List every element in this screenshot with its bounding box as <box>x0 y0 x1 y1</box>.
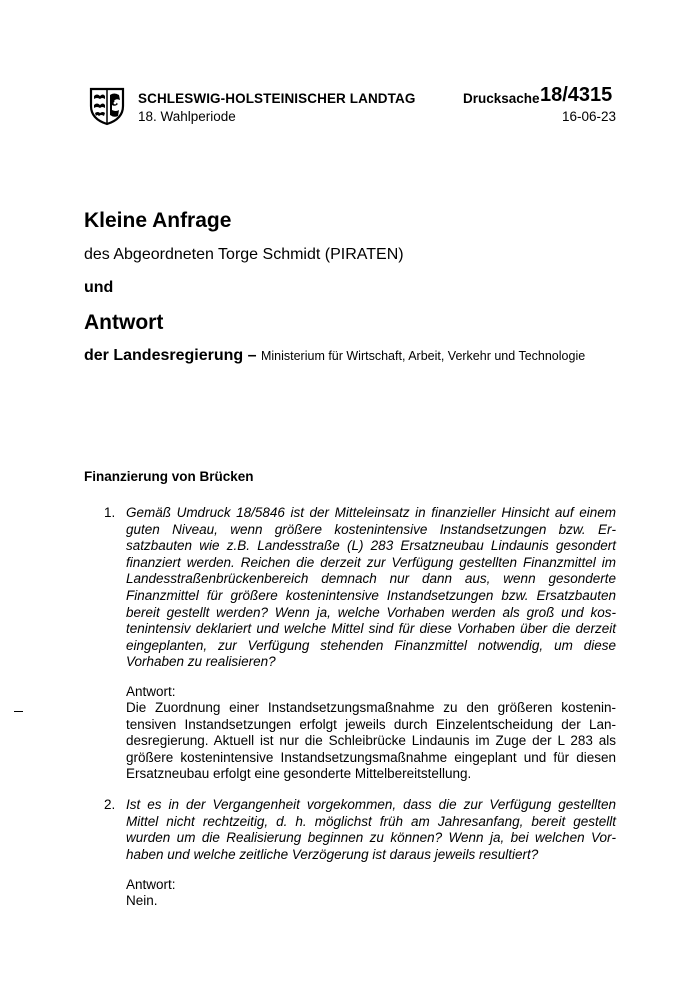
document-date: 16-06-23 <box>561 109 616 124</box>
drucksache-label: Drucksache <box>463 91 540 106</box>
answer-label: Antwort: <box>126 877 176 892</box>
coat-of-arms-icon <box>88 86 126 126</box>
government-line <box>84 347 585 365</box>
answer-label: Antwort: <box>126 684 176 699</box>
question-text: Gemäß Umdruck 18/5846 ist der Mitteleinsatz in finanzieller Hinsicht auf einem guten Niveau, wenn größere kostenintensive Instandsetzungen bzw. Ersatzbauten wie z.B. Landesstraße (L) 283 Ersatzneubau Lindaunis gesondert finanziert werden. Reichen die derzeit zur Verfügung gestellten Finanzmittel im Landesstraßenbrückenbereich demnach nur dann aus, wenn gesonderte Finanzmittel für größere kostenintensive Instandsetzungen bzw. Ersatzbauten bereit gestellt werden? Wenn ja, welche Vorhaben werden als groß und kostenintensiv deklariert und welche Mittel sind für diese Vorhaben über die derzeit eingeplanten, zur Verfügung stehenden Finanzmittel notwendig, um diese Vorhaben zu realisieren? <box>126 505 616 670</box>
question-number: 2. <box>104 797 116 812</box>
ministry-name: Ministerium für Wirtschaft, Arbeit, Verkehr und Technologie <box>260 349 586 363</box>
answer-text: Nein. <box>126 893 158 908</box>
government-label: der Landesregierung – <box>84 347 257 364</box>
author-line: des Abgeordneten Torge Schmidt (PIRATEN) <box>84 246 404 263</box>
parliament-name: SCHLESWIG-HOLSTEINISCHER LANDTAG <box>138 91 416 106</box>
heading-antwort: Antwort <box>84 311 164 334</box>
margin-mark <box>14 711 23 712</box>
conjunction-und: und <box>84 279 114 296</box>
question-number: 1. <box>104 505 116 520</box>
heading-kleine-anfrage: Kleine Anfrage <box>84 209 232 232</box>
legislative-period: 18. Wahlperiode <box>138 109 236 124</box>
question-text: Ist es in der Vergangenheit vorgekommen, dass die zur Verfügung gestellten Mittel nicht rechtzeitig, d. h. möglichst früh am Jahresanfang, bereit gestellt wurden um die Realisierung beginnen zu können? Wenn ja, bei welchen Vorhaben und welche zeitliche Verzögerung ist daraus jeweils resultiert? <box>126 797 616 862</box>
drucksache-number: 18/4315 <box>540 84 613 106</box>
topic-heading: Finanzierung von Brücken <box>84 469 254 484</box>
answer-text: Die Zuordnung einer Instandsetzungsmaßnahme zu den größeren kostenintensiven Instandsetzungen erfolgt jeweils durch Einzelentscheidung der Landesregierung. Aktuell ist nur die Schleibrücke Lindaunis im Zuge der L 283 als größere kostenintensive Instandsetzungsmaßnahme eingeplant und für diesen Ersatzneubau erfolgt eine gesonderte Mittelbereitstellung. <box>126 700 616 782</box>
